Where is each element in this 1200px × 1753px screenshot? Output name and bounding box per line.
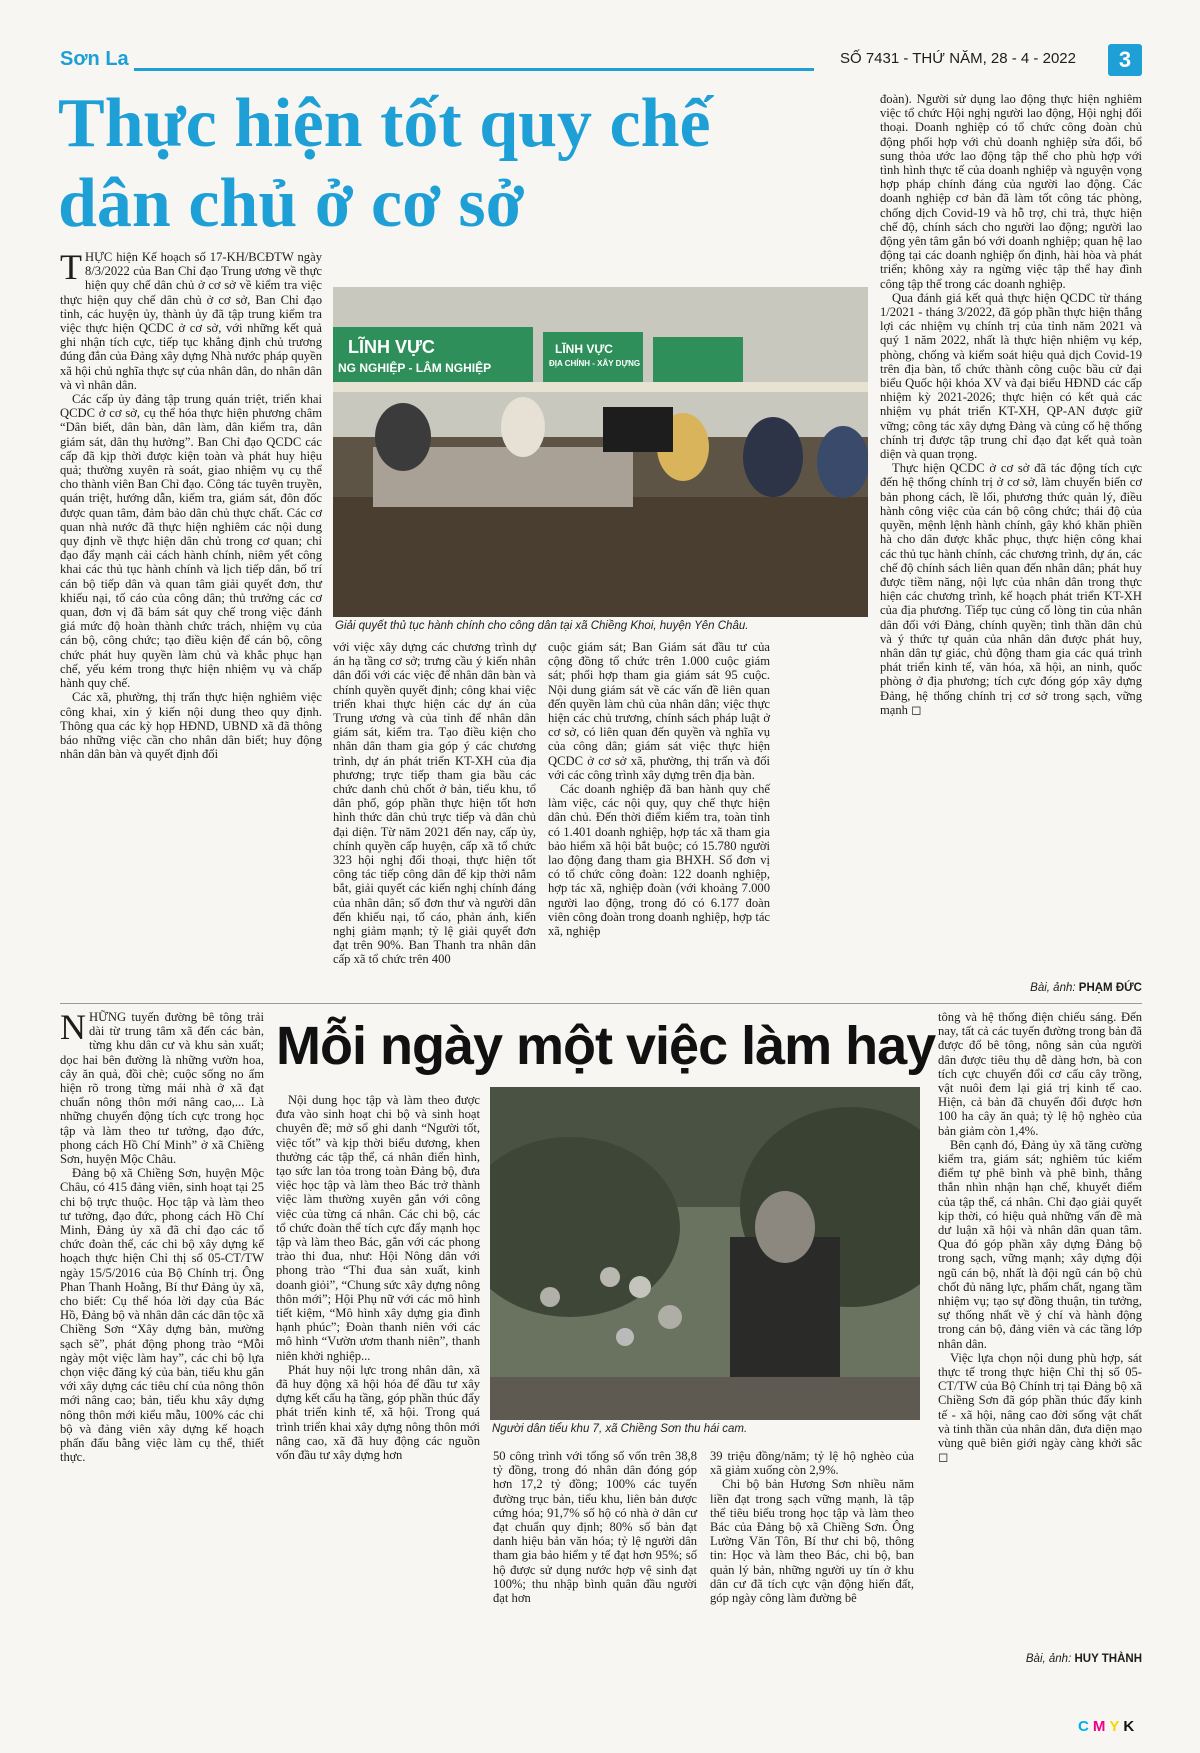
article1-paragraph: Các cấp ủy đảng tập trung quán triệt, triển khai QCDC ở cơ sở, cụ thể hóa thực hiện phương châm “Dân biết, dân bàn, dân làm, dân kiểm tra, dân giám sát, dân thụ hưởng”. Ban Chỉ đạo QCDC các cấp đã kịp thời được kiện toàn và phát huy hiệu quả; thường xuyên rà soát, giao nhiệm vụ cụ thể cho thành viên Ban Chỉ đạo. Công tác tuyên truyền, quán triệt, hướng dẫn, kiểm tra, giám sát, đôn đốc được quan tâm, đảm bảo dân chủ thực chất. Các cơ quan nhà nước đã thực hiện nghiêm các nội dung quy định về thực hiện dân chủ trong cơ quan; chỉ đạo đẩy mạnh cải cách hành chính, niêm yết công khai các thủ tục hành chính và lịch tiếp dân, bố trí cán bộ tiếp dân và quan tâm giải quyết đơn, thư khiếu nại, tố cáo của công dân; thủ trưởng các cơ quan, đơn vị đã bám sát quy chế trong việc đánh giá mức độ hoàn thành chức trách, nhiệm vụ của cán bộ, công chức; tạo điều kiện để cán bộ, công chức phát huy quyền làm chủ và khắc phục hạn chế, yếu kém trong thực hiện nhiệm vụ và chấp hành quy chế.: [60, 392, 322, 691]
article1-column-1: [60, 247, 322, 762]
article2-paragraph: 50 công trình với tổng số vốn trên 38,8 tỷ đồng, trong đó nhân dân đóng góp hơn 17,2 tỷ đồng; 100% các tuyến đường trục bản, tiểu khu, liên bản được cứng hóa; 91,7% số hộ có nhà ở dân cư đạt chuẩn quy định; 80% số bản đạt danh hiệu bản văn hóa; tỷ lệ người dân tham gia bảo hiểm y tế đạt hơn 95%; số hộ được sử dụng nước hợp vệ sinh đạt 100%; thu nhập bình quân đầu người đạt hơn: [493, 1449, 697, 1606]
article1-paragraph: cuộc giám sát; Ban Giám sát đầu tư của cộng đồng tổ chức trên 1.000 cuộc giám sát; phối hợp tham gia giám sát 95 cuộc. Nội dung giám sát về các vấn đề liên quan đến quyền làm chủ của nhân dân; việc thực hiện các chủ trương, chính sách pháp luật ở cơ sở, có liên quan đến quyền và nghĩa vụ của công dân; giám sát việc thực hiện QCDC ở cơ sở xã, phường, thị trấn và đối với các công trình xây dựng trên địa bàn.: [548, 640, 770, 782]
article2-paragraph: Nội dung học tập và làm theo được đưa vào sinh hoạt chi bộ và sinh hoạt chuyên đề; mở sổ ghi danh “Người tốt, việc tốt” và kịp thời biểu dương, khen thưởng các tập thể, cá nhân điển hình, tạo sức lan tỏa trong toàn Đảng bộ, đưa việc học tập và làm theo Bác trở thành việc làm thường xuyên gắn với công việc của từng cá nhân. Các chi bộ, các tổ chức đoàn thể tích cực đẩy mạnh học tập và làm theo Bác, gắn với các phong trào thi đua, như: Hội Nông dân với phong trào “Thi đua sản xuất, kinh doanh giỏi”, “Chung sức xây dựng nông thôn mới”; Hội Phụ nữ với các mô hình tiết kiệm, “Mô hình xây dựng gia đình hạnh phúc”; Đoàn thanh niên với các mô hình “Vườn ươm thanh niên”, thanh niên khởi nghiệp...: [276, 1093, 480, 1363]
photo-sign-3: LĨNH VỰC: [555, 342, 613, 356]
article2-column-1: [60, 1007, 264, 1465]
article2-photo-caption: Người dân tiểu khu 7, xã Chiềng Sơn thu hái cam.: [492, 1423, 748, 1435]
page-number: 3: [1118, 47, 1132, 72]
article1-headline-line1: Thực hiện tốt quy chế: [58, 85, 711, 162]
orange-harvest-image: [490, 1087, 920, 1420]
article2-paragraph: Bên cạnh đó, Đảng ủy xã tăng cường kiểm tra, giám sát; nghiêm túc kiểm điểm tự phê bình và phê bình, thẳng thắn nhìn nhận hạn chế, khuyết điểm của tập thể, cá nhân. Chỉ đạo giải quyết kịp thời, có hiệu quả những vấn đề mà dư luận xã hội và nhân dân quan tâm. Qua đó góp phần xây dựng Đảng bộ trong sạch, vững mạnh; xây dựng đội ngũ cán bộ, nhất là đội ngũ cán bộ chủ chốt đủ năng lực, phẩm chất, ngang tầm nhiệm vụ; tạo sự đồng thuận, tin tưởng, sự thống nhất về ý chí và hành động trong cán bộ, đảng viên và các tầng lớp nhân dân.: [938, 1137, 1142, 1351]
article2-paragraph: Phát huy nội lực trong nhân dân, xã đã huy động xã hội hóa để đầu tư xây dựng kết cấu hạ tầng, góp phần thúc đẩy phát triển kinh tế, xã hội. Trong quá trình triển khai xây dựng nông thôn mới nâng cao, xã đã huy động các nguồn vốn đầu tư xây dựng hơn: [276, 1362, 480, 1463]
article2-photo: [490, 1087, 920, 1420]
byline-prefix: Bài, ảnh:: [1030, 982, 1076, 994]
article1-column-4: [880, 92, 1142, 717]
article1-paragraph: HỰC hiện Kế hoạch số 17-KH/BCĐTW ngày 8/3/2022 của Ban Chỉ đạo Trung ương về thực hiện quy chế dân chủ ở cơ sở về kiểm tra việc thực hiện quy chế dân chủ ở cơ sở, Ban Chỉ đạo tỉnh, các huyện ủy, thành ủy đã tập trung kiểm tra việc thực hiện QCDC ở cơ sở, với những kết quả ghi nhận tích cực, tiếp tục khẳng định chủ trương đúng đắn của Đảng xây dựng Nhà nước pháp quyền xã hội chủ nghĩa thực sự của nhân dân, do nhân dân và vì nhân dân.: [60, 250, 322, 392]
byline-author: PHẠM ĐỨC: [1078, 982, 1142, 994]
article1-headline: [58, 84, 878, 244]
photo-sign-2: NG NGHIỆP - LÂM NGHIỆP: [338, 361, 492, 375]
article1-byline: [880, 982, 1142, 994]
page-header: [60, 44, 1150, 84]
article1-column-3: [548, 640, 770, 938]
article2-byline: [938, 1653, 1142, 1665]
article2-paragraph: Việc lựa chọn nội dung phù hợp, sát thực tế trong thực hiện Chỉ thị số 05-CT/TW của Bộ Chính trị tại Đảng bộ xã Chiềng Sơn đã góp phần thúc đẩy kinh tế - xã hội, nâng cao đời sống vật chất và tinh thần của nhân dân, đưa diện mạo vùng quê biên giới ngày càng khởi sắc ◻: [938, 1350, 1142, 1465]
cmyk-marks: [1078, 1718, 1138, 1735]
page-number-box: [1108, 44, 1142, 76]
cmyk-k: K: [1123, 1718, 1139, 1735]
article2-column-2: [276, 1093, 480, 1462]
article1-photo-caption: Giải quyết thủ tục hành chính cho công dân tại xã Chiềng Khoi, huyện Yên Châu.: [335, 620, 749, 632]
article1-paragraph: Các doanh nghiệp đã ban hành quy chế làm việc, các nội quy, quy chế thực hiện dân chủ. Đến thời điểm kiểm tra, toàn tỉnh có 1.401 doanh nghiệp, hợp tác xã tham gia bảo hiểm xã hội bắt buộc; có 15.780 người lao động đang tham gia BHXH. Số đơn vị có tổ chức công đoàn: 122 doanh nghiệp, hợp tác xã, nghiệp đoàn (với khoảng 7.000 người lao động, trong đó có 6.177 đoàn viên công đoàn trong doanh nghiệp, hợp tác xã, nghiệp: [548, 782, 770, 939]
cmyk-y: Y: [1109, 1718, 1124, 1735]
article1-paragraph: với việc xây dựng các chương trình dự án hạ tầng cơ sở; trưng cầu ý kiến nhân dân đối với các việc để nhân dân bàn và chính quyền quyết định; công khai việc triển khai thực hiện các dự án của Trung ương và của tỉnh để nhân dân giám sát, kiểm tra. Tạo điều kiện cho nhân dân tham gia góp ý các chương trình, dự án phát triển KT-XH của địa phương; trực tiếp tham gia bầu các chức danh chủ chốt ở bản, tiểu khu, tổ dân phố, góp phần thực hiện tốt hơn hình thức dân chủ trực tiếp và dân chủ đại diện. Từ năm 2021 đến nay, cấp ủy, chính quyền cấp huyện, cấp xã tổ chức 323 hội nghị đối thoại, thực hiện tốt công tác tiếp công dân để kịp thời nắm bắt, giải quyết các kiến nghị chính đáng của nhân dân; số đơn thư và người dân đến khiếu nại, tố cáo, phản ánh, kiến nghị giảm mạnh; tỷ lệ giải quyết đơn đạt trên 90%. Ban Thanh tra nhân dân cấp xã tổ chức trên 400: [333, 640, 536, 967]
article2-paragraph: tông và hệ thống điện chiếu sáng. Đến nay, tất cả các tuyến đường trong bản đã được đổ bê tông, nông sản của người dân được tiêu thụ dễ dàng hơn, bà con tích cực chuyển đổi cơ cấu cây trồng, vật nuôi đem lại giá trị kinh tế cao. Hiện, cả bản đã chuyển đổi được hơn 100 ha cây ăn quả; tỷ lệ hộ nghèo của bản giảm còn 1,4%.: [938, 1010, 1142, 1138]
byline-author: HUY THÀNH: [1074, 1653, 1142, 1665]
section-label: Sơn La: [60, 48, 129, 70]
article1-dropcap: T: [60, 247, 82, 287]
header-rule: [134, 68, 814, 71]
article2-headline: Mỗi ngày một việc làm hay: [276, 1016, 936, 1076]
article1-paragraph: Qua đánh giá kết quả thực hiện QCDC từ tháng 1/2021 - tháng 3/2022, đã góp phần thực hiện thắng lợi các nhiệm vụ chính trị của tỉnh năm 2021 và quý 1 năm 2022, nhất là thực hiện nhiệm vụ kép, phòng, chống và kiểm soát hiệu quả dịch Covid-19 trên địa bàn, tổ chức thành công cuộc bầu cử đại biểu Quốc hội khóa XV và đại biểu HĐND các cấp nhiệm kỳ 2021-2026; thực hiện có kết quả các nhiệm vụ phát triển KT-XH, QP-AN được giữ vững; công tác xây dựng Đảng và củng cố hệ thống chính trị được tập trung chỉ đạo đạt kết quả toàn diện và quan trọng.: [880, 290, 1142, 462]
article2-paragraph: HỮNG tuyến đường bê tông trải dài từ trung tâm xã đến các bản, từng khu dân cư và khu sản xuất; dọc hai bên đường là những vườn hoa, cây ăn quả, đồi chè; cuộc sống no ấm hiện rõ trong từng mái nhà ở xã đạt chuẩn nông thôn mới nâng cao,... Là những chuyển động tích cực trong học tập và làm theo tư tưởng, đạo đức, phong cách Hồ Chí Minh” ở xã Chiềng Sơn, huyện Mộc Châu.: [60, 1010, 264, 1167]
cmyk-m: M: [1092, 1718, 1110, 1735]
article1-column-2: [333, 640, 536, 967]
article1-headline-line2: dân chủ ở cơ sở: [58, 165, 525, 242]
article2-dropcap: N: [60, 1007, 86, 1047]
photo-sign-4: ĐỊA CHÍNH - XÂY DỰNG: [549, 359, 641, 368]
issue-info: SỐ 7431 - THỨ NĂM, 28 - 4 - 2022: [840, 50, 1076, 67]
article1-paragraph: Thực hiện QCDC ở cơ sở đã tác động tích cực đến hệ thống chính trị ở cơ sở, làm chuyển biến cơ bản phong cách, lề lối, phương thức quản lý, điều hành công việc của cán bộ công chức; thái độ của quyền, mệnh lệnh hành chính, gây khó khăn phiền hà cho dân được khắc phục, thực hiện công khai các thủ tục hành chính, các chương trình, dự án, các chế độ chính sách liên quan đến nhân dân; phát huy được tiềm năng, nội lực của nhân dân trong thực hiện các chương trình, kế hoạch phát triển KT-XH của địa phương. Tiếp tục củng cố lòng tin của nhân dân đối với Đảng, chính quyền; tình thần dân chủ và ý thức tự quản của nhân dân được phát huy, nhân dân tự giác, chủ động tham gia các quá trình phát triển kinh tế, văn hóa, xã hội, an ninh, quốc phòng ở địa phương; tích cực đóng góp xây dựng Đảng, hệ thống chính trị cơ sở trong sạch, vững mạnh ◻: [880, 461, 1142, 717]
cmyk-c: C: [1078, 1718, 1093, 1735]
article-separator: [60, 1003, 1142, 1004]
byline-prefix: Bài, ảnh:: [1025, 1653, 1072, 1665]
article1-paragraph: Các xã, phường, thị trấn thực hiện nghiêm việc công khai, xin ý kiến nội dung theo quy định. Thông qua các kỳ họp HĐND, UBND xã đã thông báo những việc cần cho nhân dân biết; huy động nhân dân bàn và quyết định đối: [60, 690, 322, 762]
article1-photo: [333, 287, 868, 617]
article2-column-5: [938, 1010, 1142, 1465]
article2-paragraph: Đảng bộ xã Chiềng Sơn, huyện Mộc Châu, có 415 đảng viên, sinh hoạt tại 25 chi bộ trực thuộc. Học tập và làm theo tư tưởng, đạo đức, phong cách Hồ Chí Minh, Đảng ủy xã đã chỉ đạo các tổ chức đoàn thể, các chi bộ xây dựng kế hoạch thực hiện Chỉ thị số 05-CT/TW ngày 15/5/2016 của Bộ Chính trị. Ông Phan Thanh Hoằng, Bí thư Đảng ủy xã, cho biết: Cụ thể hóa lời dạy của Bác Hồ, Đảng bộ và nhân dân các dân tộc xã Chiềng Sơn “Xây dựng bản, mường sạch sẽ”, phát động phong trào “Mỗi ngày một việc làm hay”, các chi bộ lựa chọn việc đăng ký của bản, tiểu khu gắn với xây dựng các tiêu chí của nông thôn mới nâng cao; bản, tiểu khu xây dựng nông thôn mới kiểu mẫu, 100% các chi bộ và đảng viên xây dựng kế hoạch phấn đấu bằng việc làm cụ thể, thiết thực.: [60, 1166, 264, 1465]
article1-paragraph: đoàn). Người sử dụng lao động thực hiện nghiêm việc tổ chức Hội nghị người lao động, Hội nghị đối thoại. Doanh nghiệp có tổ chức công đoàn chủ động phối hợp với chủ doanh nghiệp sửa đổi, bổ sung thỏa ước lao động tập thể cho phù hợp với tình hình thực tế của doanh nghiệp và nguyện vọng hợp pháp chính đáng của người lao động. Các doanh nghiệp cơ bản đã làm tốt công tác phòng, chống dịch Covid-19 và hỗ trợ, chi trả, thực hiện chế độ, chính sách cho người lao động; người lao động yên tâm gắn bó với doanh nghiệp; quan hệ lao động tại các doanh nghiệp ổn định, hài hòa và phát triển; không xảy ra ngừng việc tập thể hay đình công tập thể trong các doanh nghiệp.: [880, 92, 1142, 291]
photo-sign-1: LĨNH VỰC: [348, 337, 435, 357]
article2-paragraph: Chi bộ bản Hương Sơn nhiều năm liền đạt trong sạch vững mạnh, là tập thể tiêu biểu trong học tập và làm theo Bác của Đảng bộ xã Chiềng Sơn. Ông Lường Văn Tôn, Bí thư chi bộ, thông tin: Học và làm theo Bác, chi bộ, ban quản lý bản, những người uy tín ở khu dân cư đã tích cực vận động hiến đất, góp ngày công làm đường bê: [710, 1477, 914, 1606]
article2-column-4: [710, 1449, 914, 1605]
article2-column-3: [493, 1449, 697, 1605]
article2-paragraph: 39 triệu đồng/năm; tỷ lệ hộ nghèo của xã giảm xuống còn 2,9%.: [710, 1449, 914, 1478]
